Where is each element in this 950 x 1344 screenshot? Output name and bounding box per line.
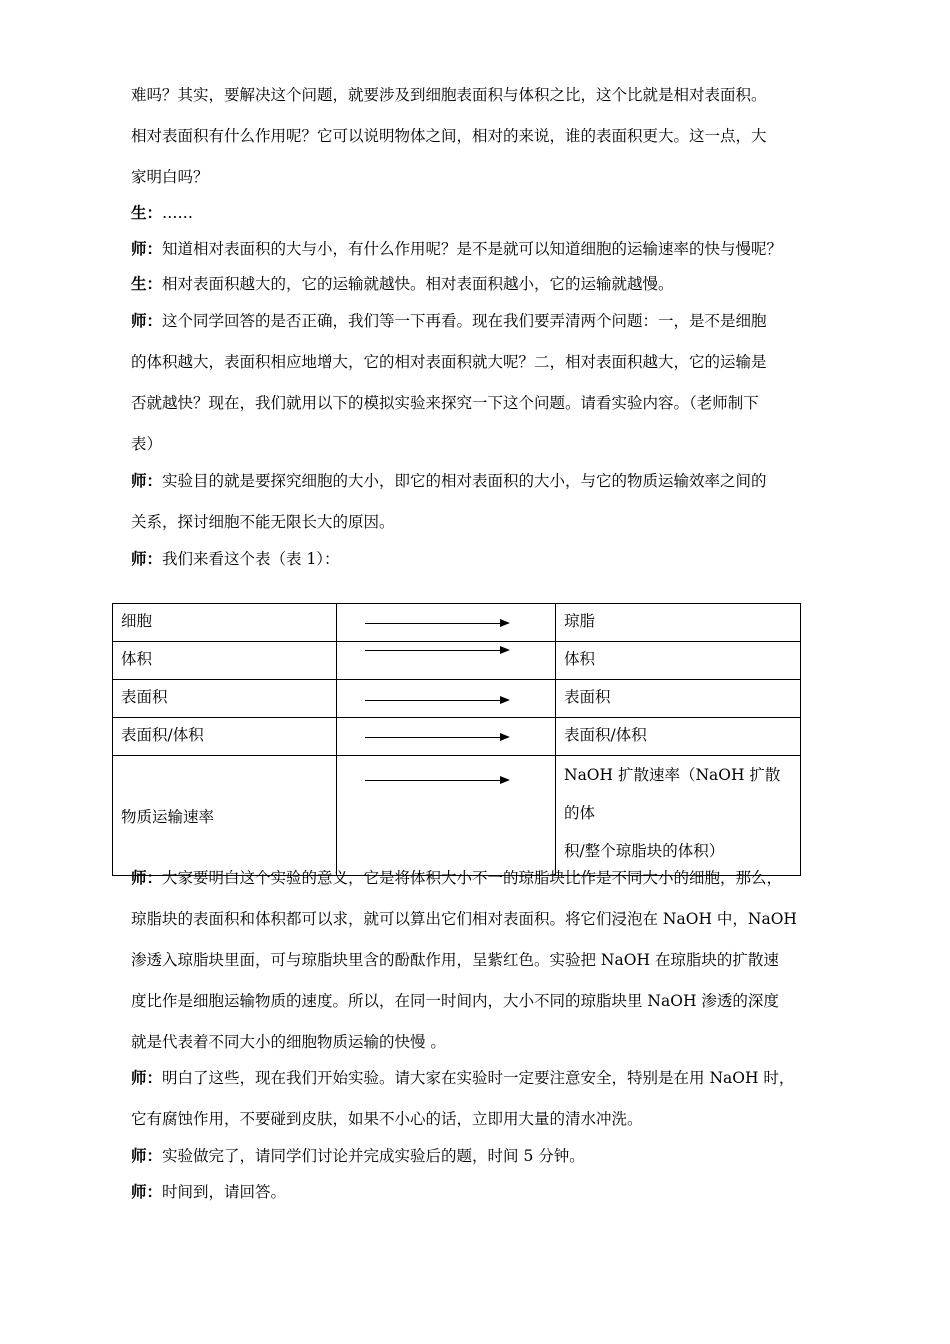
text-line: 师：我们来看这个表（表 1）： [131,550,340,568]
text-line: 它有腐蚀作用，不要碰到皮肤，如果不小心的话，立即用大量的清水冲洗。 [131,1110,643,1128]
table-cell-line: NaOH 扩散速率（NaOH 扩散的体 [564,766,781,822]
right-arrow-icon [365,737,508,738]
text-line: 师：时间到，请回答。 [131,1183,287,1201]
text-line: 师：大家要明白这个实验的意义，它是将体积大小不一的琼脂块比作是不同大小的细胞，那么， [131,869,783,887]
table-row [113,642,801,680]
table-cell: 表面积 [113,680,337,718]
right-arrow-icon [365,780,508,781]
text-line: 琼脂块的表面积和体积都可以求，就可以算出它们相对表面积。将它们浸泡在 NaOH 中，NaOH [131,910,797,928]
text-line: 师：实验做完了，请同学们讨论并完成实验后的题，时间 5 分钟。 [131,1147,585,1165]
arrow-cell [337,718,556,756]
text-line: 师：明白了这些，现在我们开始实验。请大家在实验时一定要注意安全，特别是在用 NaOH 时， [131,1069,795,1087]
text-line: 度比作是细胞运输物质的速度。所以，在同一时间内，大小不同的琼脂块里 NaOH 渗透的深度 [131,992,779,1010]
right-arrow-icon [365,700,508,701]
table-cell: 细胞 [113,604,337,642]
text-line: 家明白吗？ [131,168,209,186]
text-line: 的体积越大，表面积相应地增大，它的相对表面积就大呢？二，相对表面积越大，它的运输是 [131,353,767,371]
table-cell: 表面积 [556,680,801,718]
table-row [113,680,801,718]
arrow-cell [337,680,556,718]
experiment-table [112,603,801,876]
text-line: 就是代表着不同大小的细胞物质运输的快慢 。 [131,1033,446,1051]
table-row [113,756,801,876]
table-row [113,604,801,642]
text-line: 生：相对表面积越大的，它的运输就越快。相对表面积越小，它的运输就越慢。 [131,275,674,293]
table-cell: 表面积/体积 [113,718,337,756]
arrow-cell [337,642,556,680]
arrow-cell [337,604,556,642]
table-cell: 表面积/体积 [556,718,801,756]
text-line: 关系，探讨细胞不能无限长大的原因。 [131,513,395,531]
text-line: 表） [131,435,163,453]
table-cell: 体积 [113,642,337,680]
text-line: 渗透入琼脂块里面，可与琼脂块里含的酚酞作用，呈紫红色。实验把 NaOH 在琼脂块的扩散速 [131,951,779,969]
table-cell: 体积 [556,642,801,680]
text-line: 否就越快？现在，我们就用以下的模拟实验来探究一下这个问题。请看实验内容。（老师制下 [131,394,759,412]
text-line: 生：…… [131,204,194,222]
table-row [113,718,801,756]
text-line: 师：实验目的就是要探究细胞的大小，即它的相对表面积的大小，与它的物质运输效率之间的 [131,472,767,490]
table-cell: 物质运输速率 [113,756,337,876]
text-line: 难吗？其实，要解决这个问题，就要涉及到细胞表面积与体积之比，这个比就是相对表面积。 [131,86,767,104]
right-arrow-icon [365,623,508,624]
table-cell [556,756,801,876]
right-arrow-icon [365,650,508,651]
arrow-cell [337,756,556,876]
table-cell: 琼脂 [556,604,801,642]
text-line: 师：这个同学回答的是否正确，我们等一下再看。现在我们要弄清两个问题：一，是不是细胞 [131,312,767,330]
table-cell-line: 积/整个琼脂块的体积） [564,842,725,860]
text-line: 师：知道相对表面积的大与小，有什么作用呢？是不是就可以知道细胞的运输速率的快与慢呢？ [131,240,783,258]
text-line: 相对表面积有什么作用呢？它可以说明物体之间，相对的来说，谁的表面积更大。这一点，大 [131,127,767,145]
